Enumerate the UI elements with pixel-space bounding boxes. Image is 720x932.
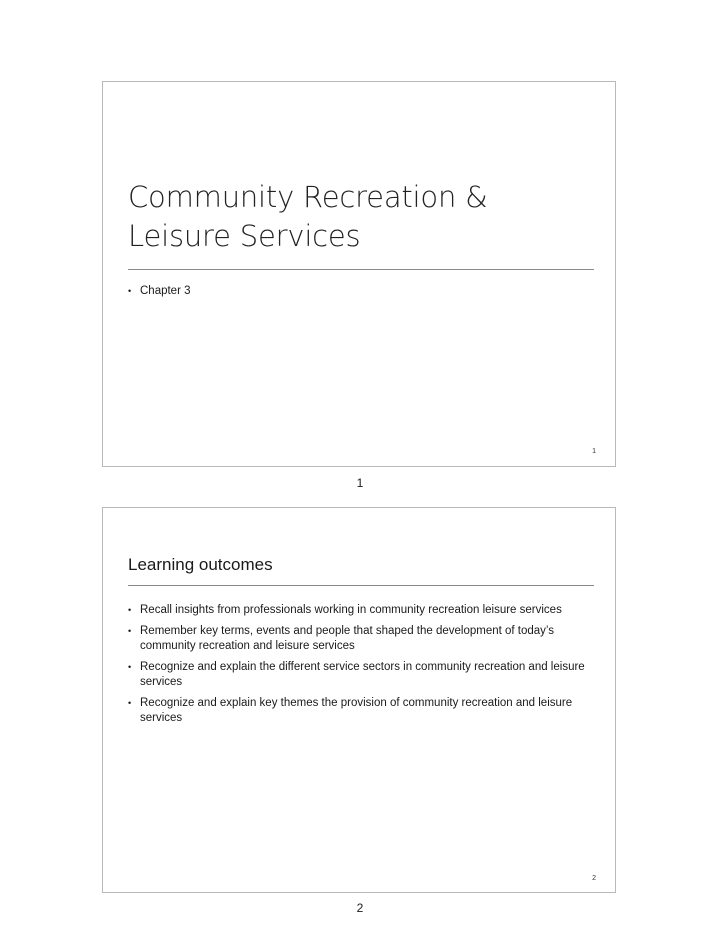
- bullet-icon: •: [128, 698, 132, 708]
- bullet-text: Recall insights from professionals working in community recreation leisure services: [140, 604, 562, 616]
- list-item: [128, 284, 598, 299]
- bullet-icon: •: [128, 605, 132, 615]
- bullet-icon: •: [128, 286, 132, 296]
- slide-title: Learning outcomes: [128, 555, 273, 574]
- slide-number: 2: [592, 875, 596, 882]
- bullet-text: Recognize and explain the different service sectors in community recreation and leisure services: [140, 661, 585, 688]
- list-item: [128, 660, 598, 690]
- title-divider: [128, 585, 594, 586]
- bullet-text: Recognize and explain key themes the provision of community recreation and leisure services: [140, 697, 573, 724]
- slide-title: Community Recreation & Leisure Services: [128, 180, 488, 253]
- slide-number: 1: [592, 448, 596, 455]
- list-item: [128, 696, 598, 726]
- slide-2: [102, 507, 616, 893]
- list-item: [128, 624, 598, 654]
- bullet-icon: •: [128, 662, 132, 672]
- bullet-icon: •: [128, 626, 132, 636]
- bullet-list: [128, 603, 598, 732]
- list-item: [128, 603, 598, 618]
- bullet-text: Remember key terms, events and people that shaped the development of today’s community recreation and leisure services: [140, 625, 555, 652]
- bullet-text: Chapter 3: [140, 285, 191, 297]
- bullet-list: [128, 284, 598, 305]
- slide-1: [102, 81, 616, 467]
- page-number: 1: [356, 476, 364, 490]
- page-number: 2: [356, 901, 364, 915]
- title-divider: [128, 269, 594, 270]
